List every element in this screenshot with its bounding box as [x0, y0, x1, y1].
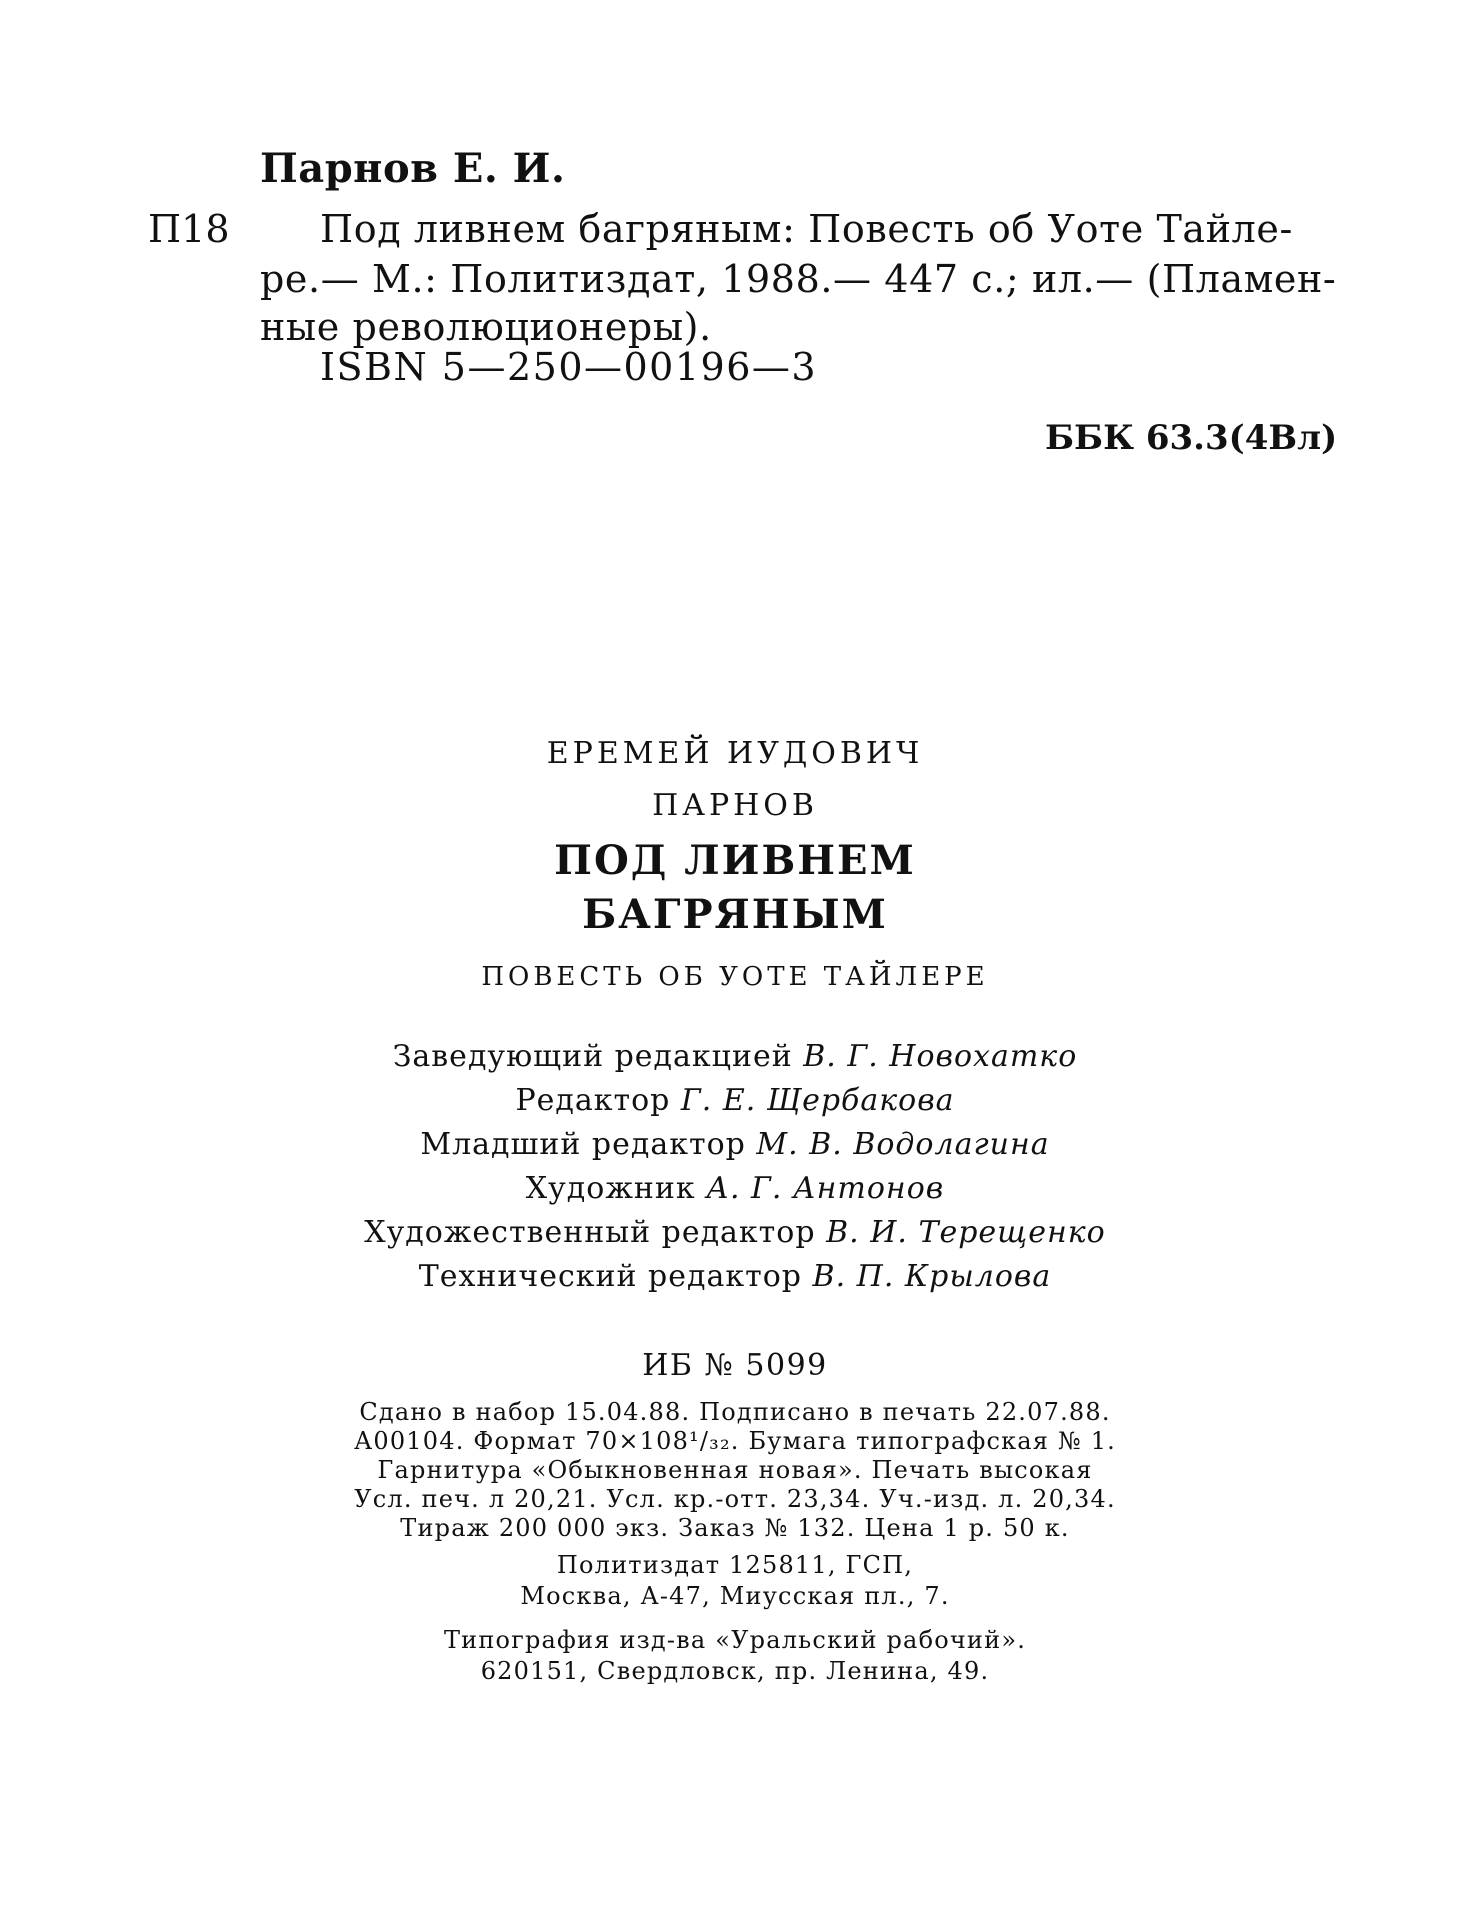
imprint-ib-number: ИБ № 5099: [642, 1348, 828, 1383]
print-details-line: А00104. Формат 70×108¹/₃₂. Бумага типографская № 1.: [353, 1427, 1117, 1455]
print-details-line: Гарнитура «Обыкновенная новая». Печать высокая: [377, 1456, 1093, 1484]
catalog-isbn: ISBN 5—250—00196—3: [320, 345, 818, 389]
credit-row: [0, 1255, 1470, 1299]
imprint-subtitle: ПОВЕСТЬ ОБ УОТЕ ТАЙЛЕРЕ: [481, 962, 989, 992]
imprint-credits: [0, 1035, 1470, 1299]
print-details-line: Усл. печ. л 20,21. Усл. кр.-отт. 23,34. Уч.-изд. л. 20,34.: [354, 1485, 1116, 1513]
imprint-author-name: [0, 728, 1470, 832]
catalog-bbk: ББК 63.3(4Вл): [1045, 418, 1338, 458]
credit-name: В. Г. Новохатко: [803, 1039, 1078, 1074]
credit-row: [0, 1123, 1470, 1167]
catalog-description-line-3: ные революционеры).: [260, 305, 712, 349]
printer-line: 620151, Свердловск, пр. Ленина, 49.: [480, 1657, 990, 1685]
credit-name: А. Г. Антонов: [706, 1171, 945, 1206]
printer-line: Типография изд-ва «Уральский рабочий».: [443, 1626, 1027, 1654]
credit-role: Редактор: [515, 1083, 671, 1118]
publisher-line: Политиздат 125811, ГСП,: [556, 1551, 914, 1579]
catalog-description-line-2: ре.— М.: Политиздат, 1988.— 447 с.; ил.— (Пламен-: [260, 257, 1337, 301]
publisher-line: Москва, А-47, Миусская пл., 7.: [520, 1582, 950, 1610]
imprint-author-name-line-1: ЕРЕМЕЙ ИУДОВИЧ: [546, 736, 924, 771]
imprint-print-details: [0, 1398, 1470, 1543]
catalog-author-heading: Парнов Е. И.: [260, 145, 566, 192]
credit-row: [0, 1167, 1470, 1211]
credit-name: В. П. Крылова: [812, 1259, 1052, 1294]
print-details-line: Тираж 200 000 экз. Заказ № 132. Цена 1 р. 50 к.: [400, 1514, 1070, 1542]
credit-row: [0, 1035, 1470, 1079]
imprint-book-title-line-2: БАГРЯНЫМ: [582, 891, 888, 938]
credit-name: М. В. Водолагина: [756, 1127, 1050, 1162]
imprint-publisher-address: [0, 1550, 1470, 1612]
imprint-author-name-line-2: ПАРНОВ: [652, 788, 818, 823]
imprint-book-title-line-1: ПОД ЛИВНЕМ: [554, 837, 916, 884]
credit-row: [0, 1079, 1470, 1123]
credit-name: Г. Е. Щербакова: [680, 1083, 955, 1118]
imprint-printer-address: [0, 1625, 1470, 1687]
credit-role: Художественный редактор: [364, 1215, 816, 1250]
credit-role: Заведующий редакцией: [392, 1039, 793, 1074]
credit-role: Художник: [525, 1171, 696, 1206]
credit-role: Технический редактор: [418, 1259, 802, 1294]
catalog-description-line-1: Под ливнем багряным: Повесть об Уоте Тайле-: [320, 207, 1293, 251]
catalog-code: П18: [148, 207, 230, 251]
credit-role: Младший редактор: [420, 1127, 746, 1162]
imprint-book-title: [0, 834, 1470, 942]
credit-row: [0, 1211, 1470, 1255]
credit-name: В. И. Терещенко: [826, 1215, 1106, 1250]
print-details-line: Сдано в набор 15.04.88. Подписано в печать 22.07.88.: [359, 1398, 1111, 1426]
